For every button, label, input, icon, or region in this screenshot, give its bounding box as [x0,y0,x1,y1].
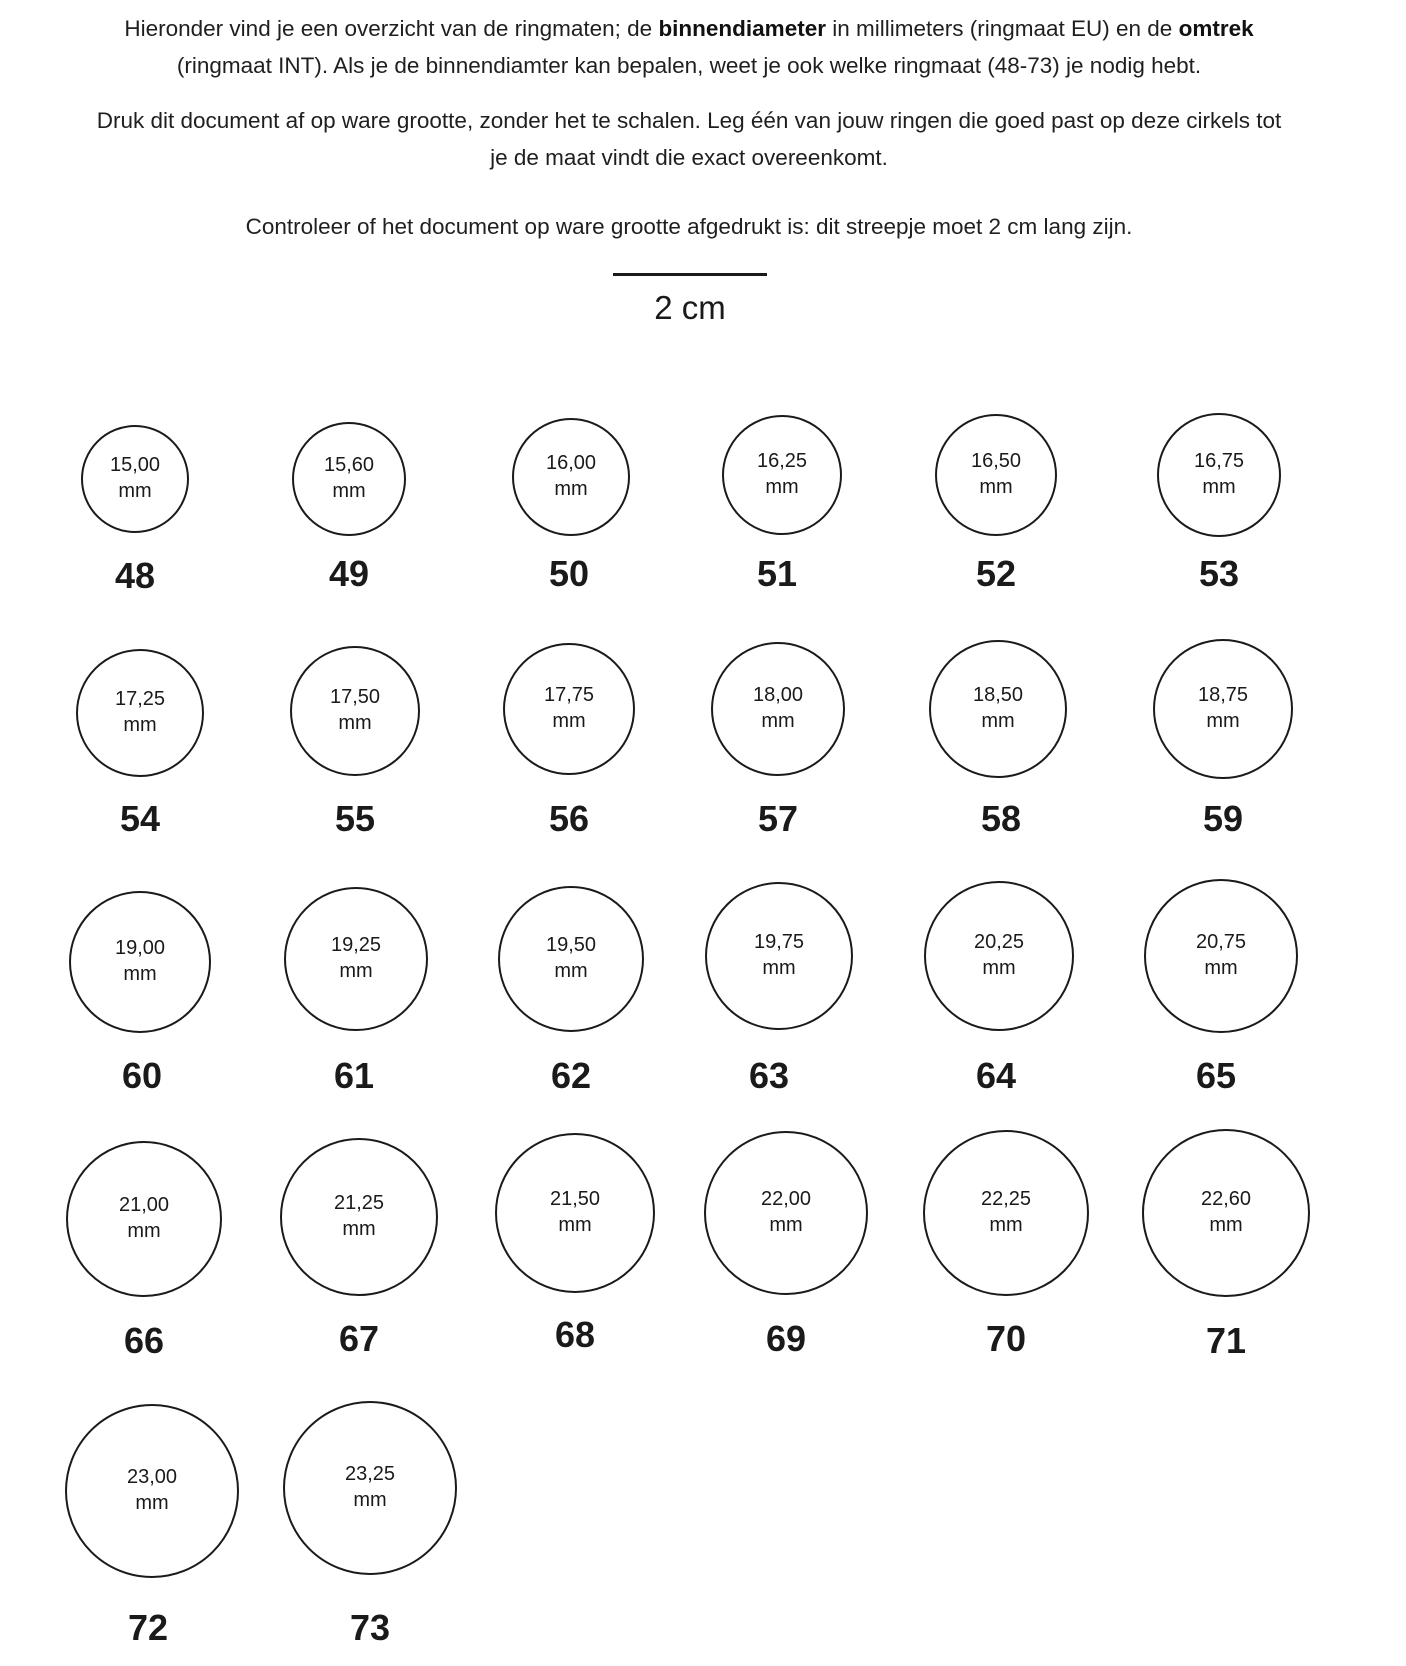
ring-diameter: 19,75 [753,930,805,953]
ring-size-label-53: 53 [1198,553,1240,594]
ring-circle-70 [923,1130,1089,1296]
ring-unit: mm [118,479,152,502]
ring-size-label-66: 66 [123,1320,165,1361]
intro-text: Hieronder vind je een overzicht van de ringmaten; de [124,16,659,41]
ring-unit: mm [554,959,588,982]
ring-size-label-52: 52 [975,553,1017,594]
ring-size-label-67: 67 [338,1318,380,1359]
intro-paragraph-2: Druk dit document af op ware grootte, zonder het te schalen. Leg één van jouw ringen die goed past op deze cirkels tot je de maat vindt die exact overeenkomt. [96,108,1282,170]
ring-size-label-72: 72 [127,1607,169,1648]
ring-size-label-48: 48 [114,555,156,596]
ring-circle-63 [705,882,853,1030]
ring-circle-62 [498,886,644,1032]
ring-diameter: 22,25 [980,1187,1032,1210]
ring-diameter: 19,25 [330,933,382,956]
ring-unit: mm [765,475,799,498]
ring-diameter: 18,75 [1197,683,1249,706]
ring-circle-53 [1157,413,1281,537]
ring-unit: mm [554,477,588,500]
ring-diameter: 22,60 [1200,1187,1252,1210]
ring-diameter: 21,00 [118,1193,170,1216]
intro-paragraph-1 [70,10,1308,84]
ring-size-label-49: 49 [328,553,370,594]
ring-unit: mm [353,1488,387,1511]
ring-circle-52 [935,414,1057,536]
ring-diameter: 22,00 [760,1187,812,1210]
ring-unit: mm [982,956,1016,979]
scale-label: 2 cm [654,289,726,326]
ring-diameter: 21,25 [333,1191,385,1214]
ring-unit: mm [123,962,157,985]
ring-unit: mm [1204,956,1238,979]
ring-size-label-65: 65 [1195,1055,1237,1096]
ring-unit: mm [979,475,1013,498]
ring-diameter: 16,50 [970,449,1022,472]
ring-size-label-71: 71 [1205,1320,1247,1361]
ring-size-label-50: 50 [548,553,590,594]
ring-unit: mm [1209,1213,1243,1236]
ring-diameter: 19,00 [114,936,166,959]
ring-unit: mm [338,711,372,734]
ring-circle-58 [929,640,1067,778]
ring-circle-68 [495,1133,655,1293]
ring-size-label-63: 63 [748,1055,790,1096]
ring-circle-55 [290,646,420,776]
ring-size-label-60: 60 [121,1055,163,1096]
ring-size-label-56: 56 [548,798,590,839]
ring-diameter: 23,25 [344,1462,396,1485]
ring-unit: mm [761,709,795,732]
ring-unit: mm [552,709,586,732]
ring-diameter: 20,75 [1195,930,1247,953]
ring-size-label-61: 61 [333,1055,375,1096]
ring-circle-71 [1142,1129,1310,1297]
ring-unit: mm [135,1491,169,1514]
intro-bold-omtrek: omtrek [1178,16,1254,41]
ring-size-label-51: 51 [756,553,798,594]
ring-diameter: 18,50 [972,683,1024,706]
ring-diameter: 23,00 [126,1465,178,1488]
ring-size-label-62: 62 [550,1055,592,1096]
ring-unit: mm [127,1219,161,1242]
intro-bold-binnendiameter: binnendiameter [658,16,826,41]
ring-size-label-69: 69 [765,1318,807,1359]
ring-unit: mm [981,709,1015,732]
ring-unit: mm [762,956,796,979]
ring-diameter: 16,75 [1193,449,1245,472]
ring-diameter: 16,25 [756,449,808,472]
ring-unit: mm [1202,475,1236,498]
intro-text: (ringmaat INT). Als je de binnendiamter kan bepalen, weet je ook welke ringmaat (48-73) je nodig hebt. [176,53,1202,78]
ring-diameter: 20,25 [973,930,1025,953]
ring-circle-49 [292,422,406,536]
ring-circle-61 [284,887,428,1031]
ring-circle-56 [503,643,635,775]
ring-size-label-68: 68 [554,1314,596,1355]
ring-size-label-57: 57 [757,798,799,839]
ring-diameter: 16,00 [545,451,597,474]
ring-size-label-59: 59 [1202,798,1244,839]
ring-circle-57 [711,642,845,776]
ring-circle-60 [69,891,211,1033]
ring-unit: mm [342,1217,376,1240]
ring-diameter: 17,75 [543,683,595,706]
ring-diameter: 19,50 [545,933,597,956]
ring-size-label-58: 58 [980,798,1022,839]
ring-size-label-64: 64 [975,1055,1017,1096]
ring-circle-65 [1144,879,1298,1033]
ring-circle-69 [704,1131,868,1295]
ring-circle-50 [512,418,630,536]
ring-circle-72 [65,1404,239,1578]
ring-circle-73 [283,1401,457,1575]
ring-diameter: 15,60 [323,453,375,476]
intro-text: in millimeters (ringmaat EU) en de [825,16,1179,41]
ring-circle-51 [722,415,842,535]
ring-circle-66 [66,1141,222,1297]
ring-diameter: 17,25 [114,687,166,710]
ring-circle-54 [76,649,204,777]
ring-unit: mm [339,959,373,982]
intro-paragraph-3: Controleer of het document op ware grootte afgedrukt is: dit streepje moet 2 cm lang zijn. [245,214,1133,239]
ring-diameter: 17,50 [329,685,381,708]
ring-unit: mm [123,713,157,736]
ring-size-label-73: 73 [349,1607,391,1648]
ring-circle-64 [924,881,1074,1031]
ring-unit: mm [769,1213,803,1236]
ring-diameter: 15,00 [109,453,161,476]
ring-circle-48 [81,425,189,533]
ring-unit: mm [1206,709,1240,732]
ring-circle-59 [1153,639,1293,779]
ring-unit: mm [989,1213,1023,1236]
ring-diameter: 18,00 [752,683,804,706]
ring-size-label-70: 70 [985,1318,1027,1359]
ring-unit: mm [332,479,366,502]
ring-size-label-55: 55 [334,798,376,839]
scale-line-2cm [613,273,767,276]
ring-diameter: 21,50 [549,1187,601,1210]
ring-circle-67 [280,1138,438,1296]
ring-unit: mm [558,1213,592,1236]
ring-size-label-54: 54 [119,798,161,839]
